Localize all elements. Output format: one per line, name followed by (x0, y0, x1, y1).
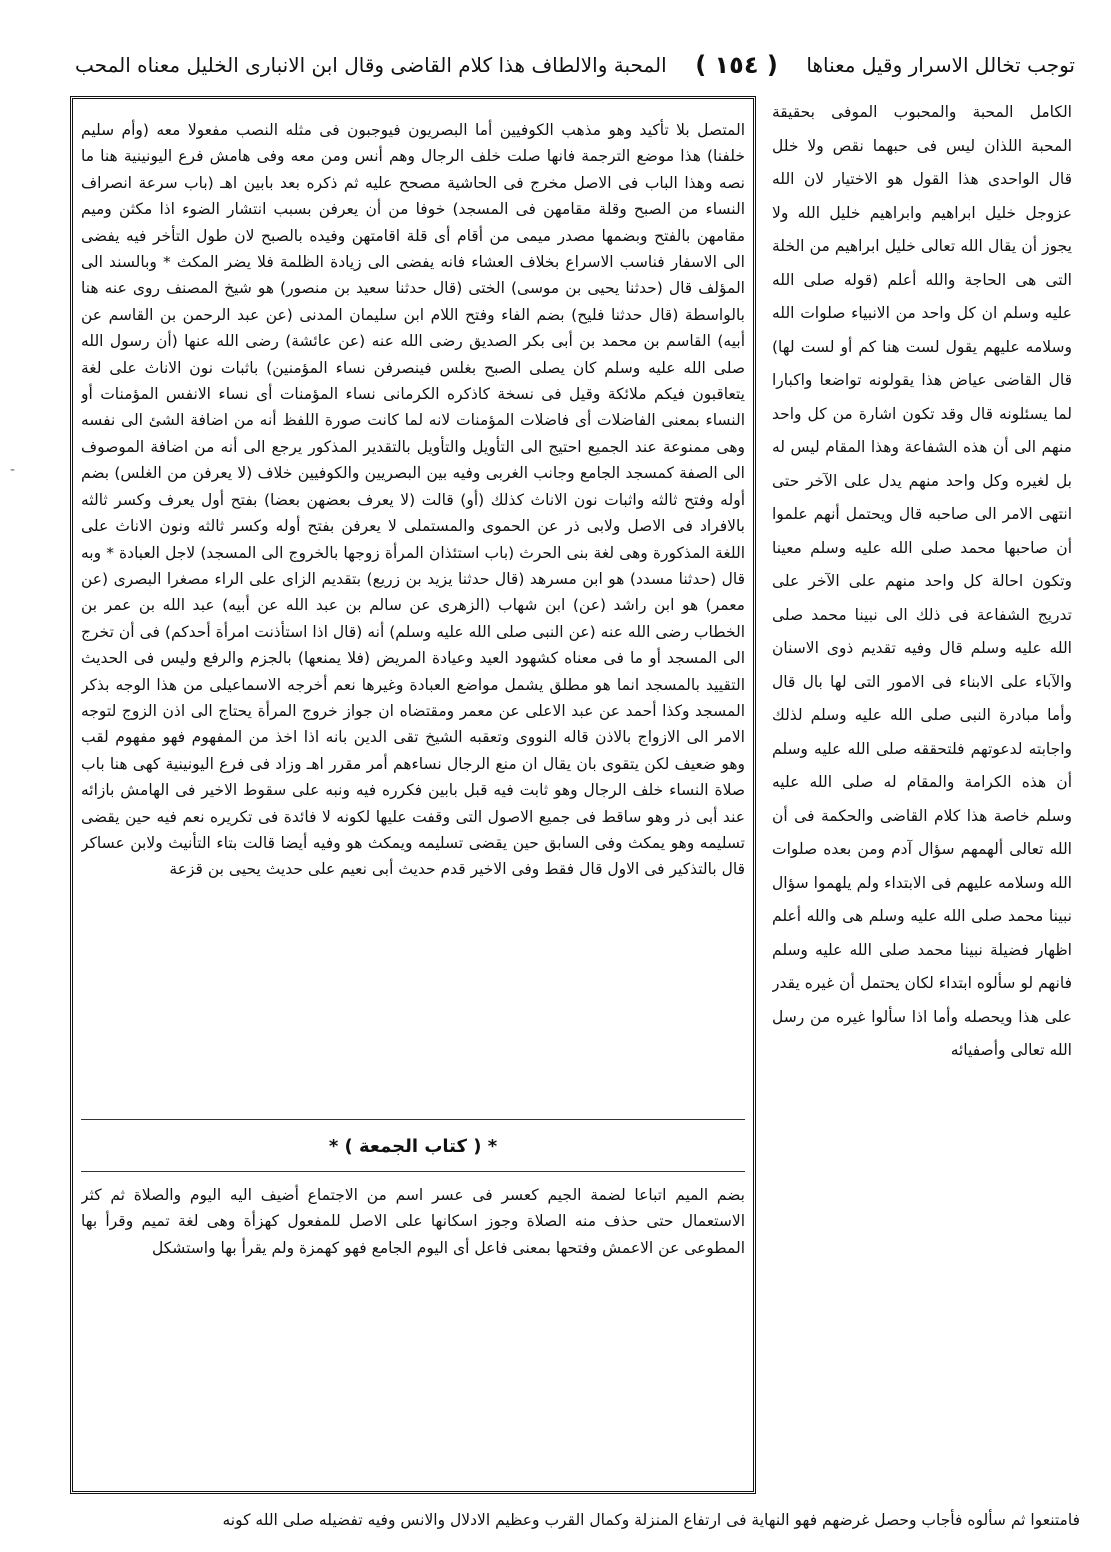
commentary-text: المتصل بلا تأكيد وهو مذهب الكوفيين أما البصريون فيوجبون فى مثله النصب مفعولا معه (وأم سليم خلفنا) هذا موضع الترجمة فانها صلت خلف الرجال وهم أنس ومن معه وفى هامش فرع اليونينية هنا ما نصه وهذا الباب فى الاصل مخرج فى الحاشية مصحح عليه ثم ذكره بعد بابين اهـ (باب سرعة انصراف النساء من الصبح وقلة مقامهن فى المسجد) خوفا من أن يعرفن بسبب انتشار الضوء اذا مكثن وميم مقامهن بالفتح وبضمها مصدر ميمى من أقام أى قلة اقامتهن وفيده بالصبح لان طول التأخر فيه يفضى الى الاسفار فناسب الاسراع بخلاف العشاء فانه يفضى الى زيادة الظلمة فلا يضر المكث * وبالسند الى المؤلف قال (حدثنا يحيى بن موسى) الختى (قال حدثنا سعيد بن منصور) هو شيخ المصنف روى عنه هنا بالواسطة (قال حدثنا فليح) بضم الفاء وفتح اللام ابن سليمان المدنى (عن عبد الرحمن بن القاسم عن أبيه) القاسم بن محمد بن أبى بكر الصديق رضى الله عنه (عن عائشة) رضى الله عنها (أن رسول الله صلى الله عليه وسلم كان يصلى الصبح بغلس فينصرفن نساء المؤمنين) باثبات نون الاناث على لغة يتعاقبون فيكم ملائكة وقيل فى نسخة كاذكره الكرمانى نساء المؤمنات أى نساء الانفس المؤمنات أو النساء بمعنى الفاضلات أى فاضلات المؤمنات لانه لما كانت صورة اللفظ أنه من اضافة الشئ الى نفسه وهى ممنوعة عند الجميع احتيج الى التأويل والتأويل بالتقدير المذكور يرجع الى أنه من اضافة الموصوف الى الصفة كمسجد الجامع وجانب الغربى وفيه بين البصريين والكوفيين خلاف (لا يعرفن من الغلس) بضم أوله وفتح ثالثه واثبات نون الاناث كذلك (أو) قالت (لا يعرف بعضهن بعضا) بفتح أول يعرف وكسر ثالثه بالافراد فى الاصل ولابى ذر عن الحموى والمستملى لا يعرفن بفتح أوله وكسر ثالثه ونون الاناث على اللغة المذكورة وهى لغة بنى الحرث (باب استئذان المرأة زوجها بالخروج الى المسجد) لاجل العبادة * وبه قال (حدثنا مسدد) هو ابن مسرهد (قال حدثنا يزيد بن زريع) بتقديم الزاى على الراء مصغرا البصرى (عن معمر) هو ابن راشد (عن) ابن شهاب (الزهرى عن سالم بن عبد الله عن أبيه) عبد الله بن عمر بن الخطاب رضى الله عنه (عن النبى صلى الله عليه وسلم) أنه (قال اذا استأذنت امرأة أحدكم) فى أن تخرج الى المسجد أو ما فى معناه كشهود العيد وعيادة المريض (فلا يمنعها) بالجزم والرفع وليس فى الحديث التقييد بالمسجد انما هو مطلق يشمل مواضع العبادة وغيرها نعم أخرجه الاسماعيلى من هذا الوجه بذكر المسجد وكذا أحمد عن عبد الاعلى عن معمر ومقتضاه ان جواز خروج المرأة يحتاج الى اذن الزوج لتوجه الامر الى الازواج بالاذن قاله النووى وتعقبه الشيخ تقى الدين بانه اذا اخذ من المفهوم فهو مفهوم لقب وهو ضعيف لكن يتقوى بان يقال ان منع الرجال نساءهم أمر مقرر اهـ وزاد فى فرع اليونينية كهى هنا باب صلاة النساء خلف الرجال وهو ثابت فيه قبل بابين فكرره فيه ونبه على سقوط الاخير فى الهامش بازائه عند أبى ذر وهو ساقط فى جميع الاصول التى وقفت عليها لكونه لا فائدة فى تكريره نعم فيه حين يقضى تسليمه وهو يمكث وفى السابق حين يقضى تسليمه ويمكث هو وفيه أيضا قالت بتاء التأنيث ولابن عساكر قال بالتذكير فى الاول قال فقط وفى الاخير قدم حديث أبى نعيم على حديث يحيى بن قزعة (81, 121, 745, 879)
page-number: ( ١٥٤ ) (695, 50, 778, 79)
main-text-frame (70, 96, 756, 1494)
book-intro-text: بضم الميم اتباعا لضمة الجيم كعسر فى عسر اسم من الاجتماع أضيف اليه اليوم والصلاة ثم كثر الاستعمال حتى حذف منه الصلاة وجوز اسكانها على الاصل للمفعول كهزأة وهى لغة تميم وقرأ بها المطوعى عن الاعمش وفتحها بمعنى فاعل أى اليوم الجامع فهو كهمزة ولم يقرأ بها واستشكل (81, 1186, 745, 1257)
section-divider (81, 1119, 745, 1120)
book-title: * ( كتاب الجمعة ) * (328, 1136, 498, 1157)
page-header (75, 40, 1075, 90)
footer-text: فامتنعوا ثم سألوه فأجاب وحصل غرضهم فهو النهاية فى ارتفاع المنزلة وكمال القرب وعظيم الادلال والانس وفيه تفضيله صلى الله كونه (222, 1511, 1080, 1529)
section-divider-lower (81, 1171, 745, 1172)
header-right-text: توجب تخالل الاسرار وقيل معناها (806, 53, 1075, 77)
scan-mark: - (10, 462, 16, 478)
header-left-text: المحبة والالطاف هذا كلام القاضى وقال ابن الانبارى الخليل معناه المحب (75, 53, 667, 77)
main-column (81, 117, 745, 1483)
margin-column: الكامل المحبة والمحبوب الموفى بحقيقة المحبة اللذان ليس فى حبهما نقص ولا خلل قال الواحدى هذا القول هو الاختيار لان الله عزوجل خليل ابراهيم وابراهيم خليل الله ولا يجوز أن يقال الله تعالى خليل ابراهيم من الخلة التى هى الحاجة والله أعلم (قوله صلى الله عليه وسلم ان كل واحد من الانبياء صلوات الله وسلامه عليهم يقول لست هنا كم أو لست لها) قال القاضى عياض هذا يقولونه تواضعا واكبارا لما يسئلونه قال وقد تكون اشارة من كل واحد منهم الى أن هذه الشفاعة وهذا المقام ليس له بل لغيره وكل واحد منهم يدل على الآخر حتى انتهى الامر الى صاحبه قال ويحتمل أنهم علموا أن صاحبها محمد صلى الله عليه وسلم معينا وتكون احالة كل واحد منهم على الآخر على تدريج الشفاعة فى ذلك الى نبينا محمد صلى الله عليه وسلم قال وفيه تقديم ذوى الاسنان والآباء على الابناء فى الامور التى لها بال قال وأما مبادرة النبى صلى الله عليه وسلم لذلك واجابته لدعوتهم فلتحققه صلى الله عليه وسلم أن هذه الكرامة والمقام له صلى الله عليه وسلم خاصة هذا كلام القاضى والحكمة فى أن الله تعالى ألهمهم سؤال آدم ومن بعده صلوات الله وسلامه عليهم فى الابتداء ولم يلهموا سؤال نبينا محمد صلى الله عليه وسلم هى والله أعلم اظهار فضيلة نبينا محمد صلى الله عليه وسلم فانهم لو سألوه ابتداء لكان يحتمل أن غيره يقدر على هذا ويحصله وأما اذا سألوا غيره من رسل الله تعالى وأصفيائه (772, 103, 1072, 1059)
